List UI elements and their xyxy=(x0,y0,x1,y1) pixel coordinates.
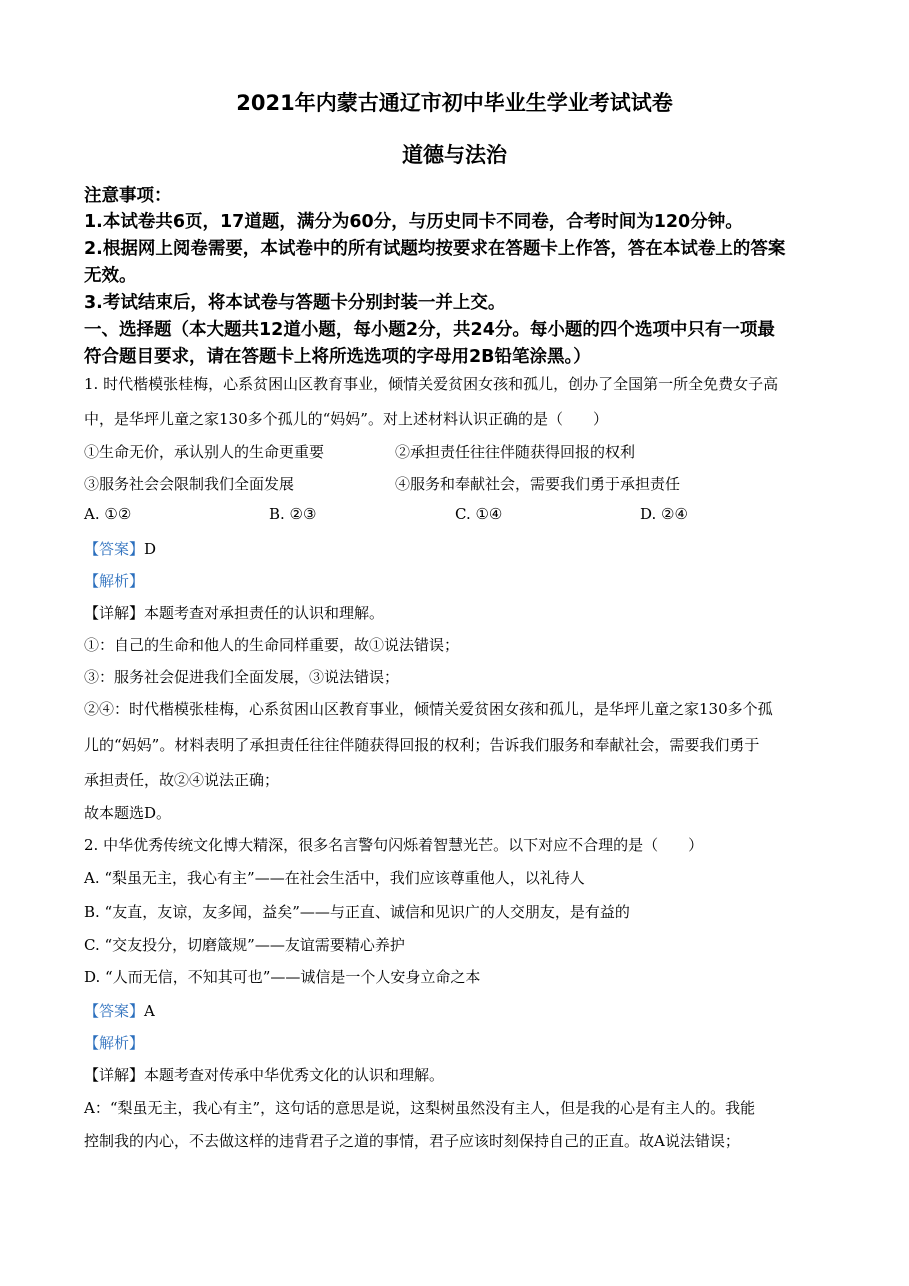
q1-statement-4: ④服务和奉献社会，需要我们勇于承担责任 xyxy=(395,475,681,493)
answer-tag: 【答案】 xyxy=(84,1002,145,1020)
q1-option-b: B. ②③ xyxy=(269,505,317,523)
exam-title: 2021年内蒙古通辽市初中毕业生学业考试试卷 xyxy=(236,91,673,115)
notice-heading: 注意事项： xyxy=(84,186,172,206)
section-heading-cont: 符合题目要求，请在答题卡上将所选选项的字母用2B铅笔涂黑。） xyxy=(84,347,591,367)
q1-explanation-line: 承担责任，故②④说法正确； xyxy=(84,771,280,789)
q1-detail xyxy=(84,602,384,623)
exam-subject: 道德与法治 xyxy=(402,143,507,167)
q2-option-b: B. “友直，友谅，友多闻，益矣”——与正直、诚信和见识广的人交朋友，是有益的 xyxy=(84,903,630,921)
detail-tag: 【详解】 xyxy=(84,1066,145,1084)
q1-option-d: D. ②④ xyxy=(640,505,688,523)
q1-explanation-line: 儿的“妈妈”。材料表明了承担责任往往伴随获得回报的权利；告诉我们服务和奉献社会，需要我们勇于 xyxy=(84,736,760,754)
q2-option-d: D. “人而无信，不知其可也”——诚信是一个人安身立命之本 xyxy=(84,968,481,986)
notice-item: 1.本试卷共6页，17道题，满分为60分，与历史同卡不同卷，合考时间为120分钟。 xyxy=(84,212,743,232)
q2-stem: 2. 中华优秀传统文化博大精深，很多名言警句闪烁着智慧光芒。以下对应不合理的是（ ） xyxy=(84,836,704,854)
q1-statement-1: ①生命无价，承认别人的生命更重要 xyxy=(84,443,325,461)
q1-statement-3: ③服务社会会限制我们全面发展 xyxy=(84,475,295,493)
notice-item: 2.根据网上阅卷需要，本试卷中的所有试题均按要求在答题卡上作答，答在本试卷上的答案 xyxy=(84,239,786,259)
q1-analysis-tag: 【解析】 xyxy=(84,572,145,590)
q2-explanation-line: A：“梨虽无主，我心有主”，这句话的意思是说，这梨树虽然没有主人，但是我的心是有主人的。我能 xyxy=(84,1099,756,1117)
detail-text: 本题考查对承担责任的认识和理解。 xyxy=(144,604,385,622)
q1-explanation-line: ②④：时代楷模张桂梅，心系贫困山区教育事业，倾情关爱贫困女孩和孤儿，是华坪儿童之家130多个孤 xyxy=(84,700,773,718)
q2-option-c: C. “交友投分，切磨箴规”——友谊需要精心养护 xyxy=(84,936,405,954)
answer-value: A xyxy=(144,1002,155,1020)
q2-detail xyxy=(84,1064,444,1085)
answer-value: D xyxy=(144,540,157,558)
q1-stem: 1. 时代楷模张桂梅，心系贫困山区教育事业，倾情关爱贫困女孩和孤儿，创办了全国第一所全免费女子高 xyxy=(84,375,779,393)
answer-tag: 【答案】 xyxy=(84,540,145,558)
section-heading: 一、选择题（本大题共12道小题，每小题2分，共24分。每小题的四个选项中只有一项最 xyxy=(84,320,775,340)
q2-option-a: A. “梨虽无主，我心有主”——在社会生活中，我们应该尊重他人，以礼待人 xyxy=(84,869,585,887)
q1-explanation-line: ①：自己的生命和他人的生命同样重要，故①说法错误； xyxy=(84,636,460,654)
q1-option-c: C. ①④ xyxy=(455,505,503,523)
q1-option-a: A. ①② xyxy=(84,505,132,523)
detail-text: 本题考查对传承中华优秀文化的认识和理解。 xyxy=(144,1066,445,1084)
q1-stem-cont: 中，是华坪儿童之家130多个孤儿的“妈妈”。对上述材料认识正确的是（ ） xyxy=(84,410,608,428)
q1-statement-2: ②承担责任往往伴随获得回报的权利 xyxy=(395,443,636,461)
notice-item: 无效。 xyxy=(84,266,137,286)
q1-answer xyxy=(84,538,156,559)
q2-analysis-tag: 【解析】 xyxy=(84,1034,145,1052)
q2-explanation-line: 控制我的内心，不去做这样的违背君子之道的事情，君子应该时刻保持自己的正直。故A说法错误； xyxy=(84,1132,740,1150)
q1-explanation-line: ③：服务社会促进我们全面发展，③说法错误； xyxy=(84,668,400,686)
q2-answer xyxy=(84,1000,155,1021)
detail-tag: 【详解】 xyxy=(84,604,145,622)
notice-item: 3.考试结束后，将本试卷与答题卡分别封装一并上交。 xyxy=(84,293,506,313)
q1-conclusion: 故本题选D。 xyxy=(84,804,172,822)
